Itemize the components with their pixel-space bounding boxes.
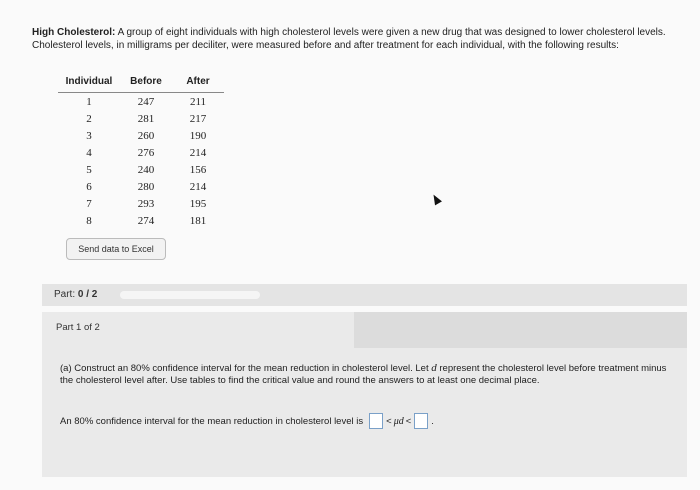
- table-cell: 156: [189, 163, 207, 176]
- table-row: [58, 161, 224, 178]
- table-row: [58, 195, 224, 212]
- table-cell: 1: [86, 95, 92, 108]
- table-cell: 2: [86, 112, 92, 125]
- table-cell: 7: [86, 197, 92, 210]
- table-row: [58, 212, 224, 229]
- question-prefix: (a) Construct an 80% confidence interval for the mean reduction in cholesterol level. Let: [60, 363, 432, 374]
- table-cell: 214: [189, 146, 207, 159]
- table-row: [58, 110, 224, 127]
- table-cell: 274: [137, 214, 155, 227]
- question-suffix: represent the cholesterol level before treatment minus the cholesterol level after. Use tables to find the critical value and round the answers to at least one decimal place.: [60, 363, 667, 386]
- column-header: After: [172, 73, 224, 93]
- data-table: [58, 73, 224, 229]
- table-cell: 195: [189, 197, 207, 210]
- table-cell: 211: [189, 95, 207, 108]
- table-cell: 214: [189, 180, 207, 193]
- question-text: [60, 362, 680, 387]
- table-cell: 280: [137, 180, 155, 193]
- table-row: [58, 93, 224, 111]
- progress-track: [120, 291, 260, 299]
- lower-bound-input[interactable]: [369, 413, 383, 429]
- table-row: [58, 127, 224, 144]
- answer-prefix: An 80% confidence interval for the mean reduction in cholesterol level is: [60, 415, 364, 427]
- part-indicator: [54, 289, 97, 300]
- answer-line: [60, 413, 434, 429]
- mouse-cursor-icon: [430, 193, 442, 206]
- less-than-symbol: <: [405, 415, 412, 427]
- variable-d: d: [431, 362, 437, 374]
- table-cell: 281: [137, 112, 155, 125]
- column-header: Before: [120, 73, 172, 93]
- table-cell: 6: [86, 180, 92, 193]
- table-header-row: [58, 73, 224, 93]
- problem-text: A group of eight individuals with high cholesterol levels were given a new drug that was designed to lower cholesterol levels. Cholesterol levels, in milligrams per deciliter, were measured before and after treatment for each individual, with the following results:: [32, 27, 666, 51]
- table-cell: 217: [189, 112, 207, 125]
- upper-bound-input[interactable]: [414, 413, 428, 429]
- mu-d-symbol: μd: [393, 415, 404, 427]
- part-of-label: Part 1 of 2: [56, 322, 100, 333]
- table-row: [58, 178, 224, 195]
- table-cell: 4: [86, 146, 92, 159]
- part-label: Part:: [54, 289, 76, 300]
- table-cell: 293: [137, 197, 155, 210]
- part-progress-bar: [42, 284, 687, 306]
- table-row: [58, 144, 224, 161]
- table-cell: 3: [86, 129, 92, 142]
- part-panel: [42, 312, 687, 477]
- part-panel-header-shade: [354, 312, 687, 348]
- send-to-excel-button[interactable]: Send data to Excel: [66, 238, 166, 260]
- table-cell: 240: [137, 163, 155, 176]
- table-cell: 8: [86, 214, 92, 227]
- table-cell: 5: [86, 163, 92, 176]
- table-cell: 276: [137, 146, 155, 159]
- problem-intro: [32, 26, 682, 52]
- period: .: [431, 415, 434, 427]
- part-count: 0 / 2: [77, 289, 98, 300]
- less-than-symbol: <: [386, 415, 392, 427]
- problem-title: High Cholesterol:: [32, 27, 116, 38]
- table-cell: 181: [189, 214, 207, 227]
- column-header: Individual: [58, 73, 120, 93]
- table-cell: 260: [137, 129, 155, 142]
- table-cell: 190: [189, 129, 207, 142]
- table-cell: 247: [137, 95, 155, 108]
